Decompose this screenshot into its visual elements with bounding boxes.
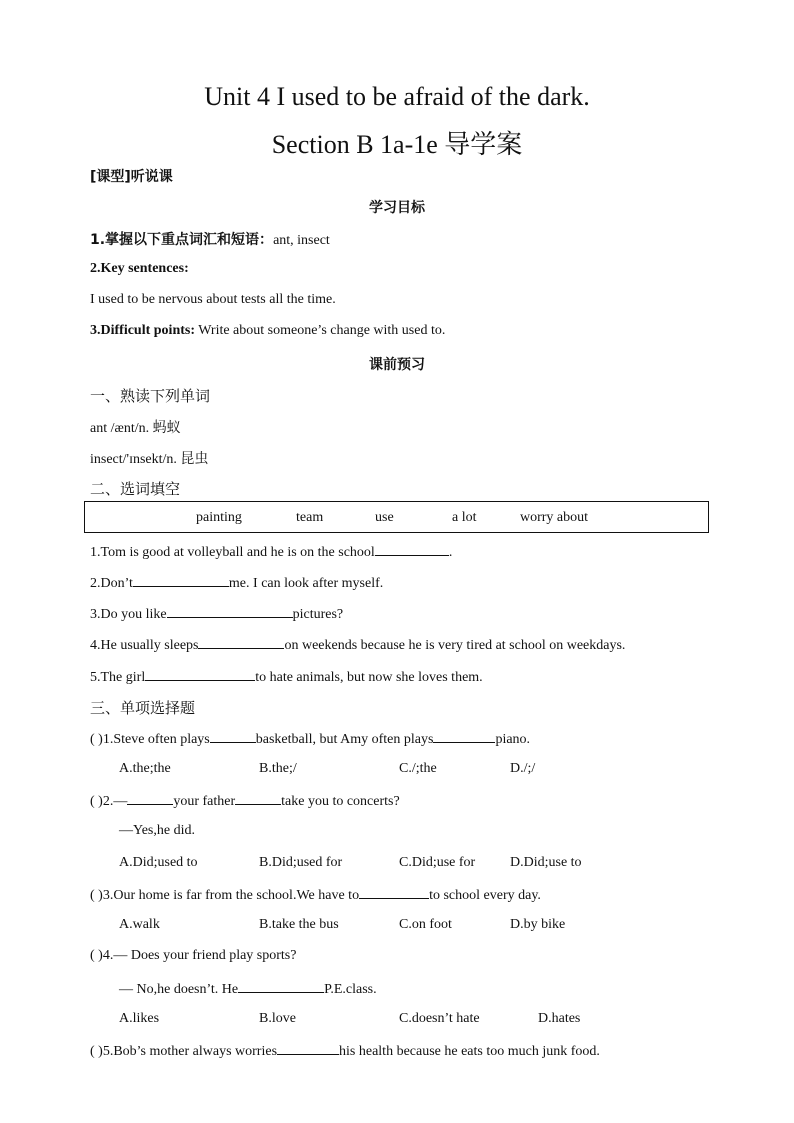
question-text: 1.Steve often plays: [102, 732, 210, 747]
sentence-text: 1.Tom is good at volleyball and he is on the school: [90, 545, 375, 560]
sentence-text: pictures?: [292, 607, 344, 622]
q2-reply: —Yes,he did.: [119, 823, 195, 838]
q2-option-d[interactable]: D.Did;use to: [510, 855, 582, 870]
mc-question-2: [90, 792, 400, 810]
reply-text: P.E.class.: [324, 982, 377, 997]
answer-bracket[interactable]: ( ): [90, 732, 103, 747]
answer-blank[interactable]: [210, 730, 256, 743]
answer-blank[interactable]: [238, 980, 324, 993]
answer-blank[interactable]: [375, 543, 449, 556]
objectives-heading: 学习目标: [369, 200, 425, 216]
objective-3-label: 3.Difficult points:: [90, 323, 195, 338]
q3-option-b[interactable]: B.take the bus: [259, 917, 339, 932]
word-box-item: use: [375, 510, 394, 525]
mc-question-4: [90, 948, 296, 964]
question-text: 2.—: [102, 794, 128, 809]
answer-blank[interactable]: [167, 605, 293, 618]
word-box-item: painting: [196, 510, 242, 525]
answer-bracket[interactable]: ( ): [90, 794, 103, 809]
word-box-item: team: [296, 510, 324, 525]
sentence-text: on weekends because he is very tired at school on weekdays.: [284, 638, 626, 653]
answer-blank[interactable]: [433, 730, 495, 743]
q2-option-b[interactable]: B.Did;used for: [259, 855, 343, 870]
question-text: his health because he eats too much junk food.: [339, 1044, 600, 1059]
vocab-insect: insect/'ɪnsekt/n. 昆虫: [90, 452, 209, 467]
q1-option-c[interactable]: C./;the: [399, 761, 437, 776]
answer-blank[interactable]: [277, 1042, 339, 1055]
section3-heading: 三、单项选择题: [90, 699, 196, 717]
question-text: take you to concerts?: [281, 794, 400, 809]
fill-sentence-2: [90, 574, 383, 592]
q4-reply: [119, 980, 377, 998]
fill-sentence-3: [90, 605, 343, 623]
lesson-type: [课型]听说课: [90, 169, 173, 185]
document-subtitle: Section B 1a-1e 导学案: [271, 130, 523, 159]
objective-1-label: 1.掌握以下重点词汇和短语：: [90, 232, 274, 248]
sentence-text: me. I can look after myself.: [228, 576, 384, 591]
question-text: basketball, but Amy often plays: [255, 732, 434, 747]
sentence-text: 4.He usually sleeps: [90, 638, 199, 653]
answer-bracket[interactable]: ( ): [90, 1044, 103, 1059]
q1-option-a[interactable]: A.the;the: [119, 761, 171, 776]
mc-question-5: [90, 1042, 600, 1060]
q3-option-d[interactable]: D.by bike: [510, 917, 566, 932]
word-box-item: worry about: [520, 510, 589, 525]
objective-1-text: ant, insect: [273, 233, 330, 248]
q4-option-b[interactable]: B.love: [259, 1011, 296, 1026]
question-text: 5.Bob’s mother always worries: [102, 1044, 278, 1059]
q2-option-a[interactable]: A.Did;used to: [119, 855, 198, 870]
objective-3-text: Write about someone’s change with used to.: [195, 323, 446, 338]
answer-blank[interactable]: [359, 886, 429, 899]
q4-option-d[interactable]: D.hates: [538, 1011, 581, 1026]
question-text: 3.Our home is far from the school.We have to: [102, 888, 360, 903]
question-text: piano.: [495, 732, 531, 747]
q4-option-c[interactable]: C.doesn’t hate: [399, 1011, 480, 1026]
section1-heading: 一、熟读下列单词: [90, 387, 211, 405]
question-text: your father: [173, 794, 236, 809]
answer-blank[interactable]: [198, 636, 284, 649]
objective-2-label: 2.Key sentences:: [90, 261, 189, 276]
objective-2-text: I used to be nervous about tests all the time.: [90, 292, 336, 307]
q3-option-a[interactable]: A.walk: [119, 917, 160, 932]
fill-sentence-1: [90, 543, 452, 561]
answer-blank[interactable]: [133, 574, 229, 587]
sentence-text: .: [448, 545, 453, 560]
q3-option-c[interactable]: C.on foot: [399, 917, 452, 932]
sentence-text: 2.Don’t: [90, 576, 133, 591]
answer-bracket[interactable]: ( ): [90, 948, 103, 963]
q1-option-d[interactable]: D./;/: [510, 761, 536, 776]
vocab-ant: ant /ænt/n. 蚂蚁: [90, 421, 181, 436]
mc-question-1: [90, 730, 530, 748]
mc-question-3: [90, 886, 541, 904]
word-box: [84, 501, 709, 533]
q2-option-c[interactable]: C.Did;use for: [399, 855, 476, 870]
preview-heading: 课前预习: [369, 357, 425, 373]
question-text: 4.— Does your friend play sports?: [102, 948, 297, 963]
objective-3: [90, 323, 445, 339]
q4-option-a[interactable]: A.likes: [119, 1011, 160, 1026]
sentence-text: 3.Do you like: [90, 607, 167, 622]
answer-blank[interactable]: [235, 792, 281, 805]
objective-1: [90, 229, 330, 249]
sentence-text: 5.The girl: [90, 670, 146, 685]
section2-heading: 二、选词填空: [90, 480, 181, 498]
q1-option-b[interactable]: B.the;/: [259, 761, 297, 776]
answer-bracket[interactable]: ( ): [90, 888, 103, 903]
reply-text: — No,he doesn’t. He: [119, 982, 239, 997]
fill-sentence-4: [90, 636, 625, 654]
sentence-text: to hate animals, but now she loves them.: [255, 670, 483, 685]
fill-sentence-5: [90, 668, 483, 686]
word-box-item: a lot: [452, 510, 477, 525]
document-title: Unit 4 I used to be afraid of the dark.: [204, 82, 590, 111]
question-text: to school every day.: [429, 888, 541, 903]
answer-blank[interactable]: [127, 792, 173, 805]
answer-blank[interactable]: [145, 668, 255, 681]
